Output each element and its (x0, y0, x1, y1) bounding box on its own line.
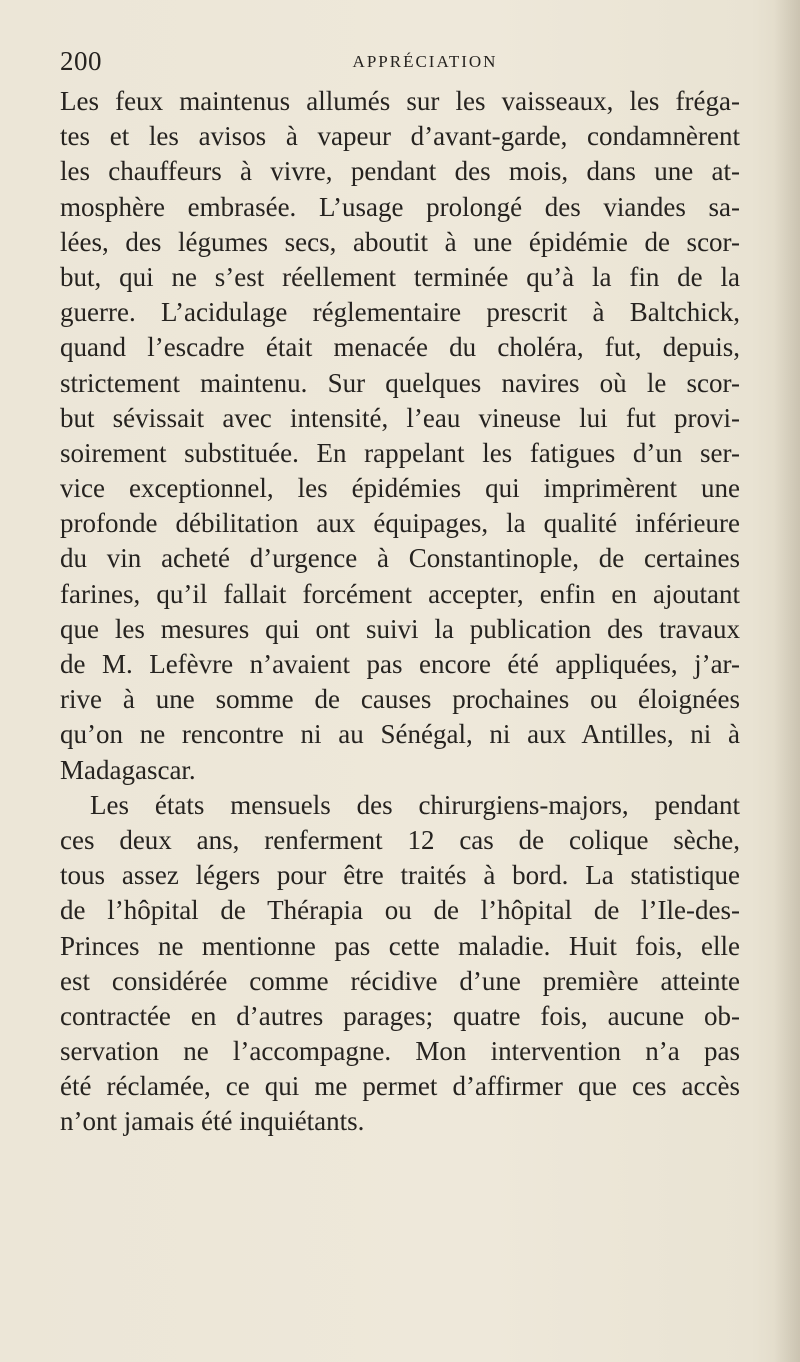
body-text (60, 84, 740, 1140)
text-line: est considérée comme récidive d’une première atteinte (60, 965, 740, 996)
text-line: quand l’escadre était menacée du choléra, fut, depuis, (60, 332, 740, 363)
text-line: rive à une somme de causes prochaines ou éloignées (60, 684, 740, 715)
text-line: lées, des légumes secs, aboutit à une épidémie de scor- (60, 226, 740, 257)
text-line: que les mesures qui ont suivi la publication des travaux (60, 613, 740, 644)
text-line: mosphère embrasée. L’usage prolongé des viandes sa- (60, 191, 740, 222)
text-line: servation ne l’accompagne. Mon intervention n’a pas (60, 1036, 740, 1067)
text-line: Princes ne mentionne pas cette maladie. Huit fois, elle (60, 930, 740, 961)
text-line: guerre. L’acidulage réglementaire prescrit à Baltchick, (60, 297, 740, 328)
text-line: tous assez légers pour être traités à bord. La statistique (60, 860, 740, 891)
text-line: qu’on ne rencontre ni au Sénégal, ni aux Antilles, ni à (60, 719, 740, 750)
text-line: Les états mensuels des chirurgiens-majors, pendant (90, 789, 740, 820)
text-line: n’ont jamais été inquiétants. (60, 1106, 365, 1137)
text-line: contractée en d’autres parages; quatre fois, aucune ob- (60, 1000, 740, 1031)
text-line: strictement maintenu. Sur quelques navires où le scor- (60, 367, 740, 398)
text-line: de l’hôpital de Thérapia ou de l’hôpital de l’Ile-des- (60, 895, 740, 926)
paragraph-1 (60, 84, 740, 788)
running-head (60, 44, 760, 84)
text-line: du vin acheté d’urgence à Constantinople, de certaines (60, 543, 740, 574)
text-line: soirement substituée. En rappelant les fatigues d’un ser- (60, 437, 740, 468)
page-edge-shadow (774, 0, 800, 1362)
text-line: de M. Lefèvre n’avaient pas encore été appliquées, j’ar- (60, 649, 740, 679)
text-line: tes et les avisos à vapeur d’avant-garde, condamnèrent (60, 121, 740, 152)
text-line: les chauffeurs à vivre, pendant des mois, dans une at- (60, 156, 740, 187)
text-line: été réclamée, ce qui me permet d’affirmer que ces accès (60, 1071, 740, 1102)
text-line: profonde débilitation aux équipages, la qualité inférieure (60, 508, 740, 539)
text-line: Les feux maintenus allumés sur les vaisseaux, les fréga- (60, 86, 740, 116)
text-line: vice exceptionnel, les épidémies qui imprimèrent une (60, 473, 740, 504)
text-line: but, qui ne s’est réellement terminée qu’à la fin de la (60, 261, 740, 292)
text-line: but sévissait avec intensité, l’eau vineuse lui fut provi- (60, 402, 740, 433)
text-line: Madagascar. (60, 754, 196, 785)
page-number: 200 (60, 46, 102, 76)
running-title: APPRÉCIATION (352, 52, 498, 71)
text-line: ces deux ans, renferment 12 cas de colique sèche, (60, 824, 740, 855)
paragraph-2 (60, 788, 740, 1140)
text-line: farines, qu’il fallait forcément accepter, enfin en ajoutant (60, 578, 740, 609)
